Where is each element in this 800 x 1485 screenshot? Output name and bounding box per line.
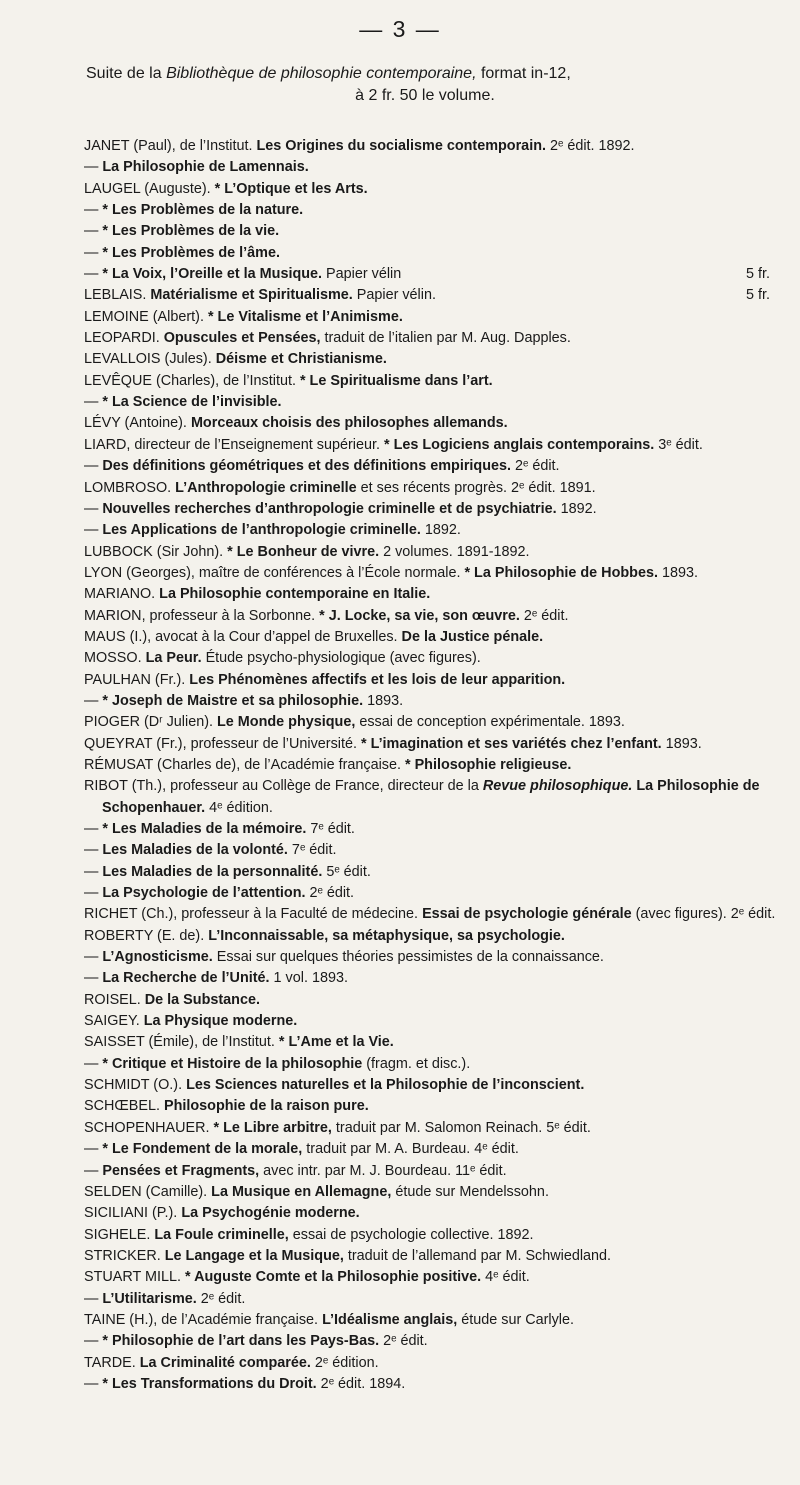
entry-title: * Le Vitalisme et l’Animisme. — [207, 308, 403, 325]
entry-title: De la Substance. — [144, 991, 260, 1008]
entry-title: L’Inconnaissable, sa métaphysique, sa psychologie. — [208, 927, 565, 944]
catalog-entry — [84, 520, 778, 541]
entry-author: — — [84, 821, 103, 837]
entry-author: — — [84, 970, 103, 987]
entry-title: La Philosophie de Schopenhauer. — [102, 778, 760, 816]
catalog-entry — [84, 883, 778, 904]
entry-title: La Criminalité comparée. — [139, 1354, 311, 1371]
catalog-entry — [84, 243, 778, 264]
entry-author: — — [84, 885, 103, 902]
entry-title: * Joseph de Maistre et sa philosophie. — [102, 692, 364, 709]
entry-title: * Les Transformations du Droit. — [102, 1375, 317, 1392]
entry-details: 1892. — [556, 500, 597, 517]
entry-title: Déisme et Christianisme. — [215, 351, 387, 368]
catalog-entry — [84, 904, 778, 925]
entry-author: JANET (Paul), de l’Institut. — [84, 138, 257, 154]
catalog-entry — [84, 563, 778, 584]
entry-title: * La Philosophie de Hobbes. — [464, 564, 658, 581]
entry-author: SIGHELE. — [84, 1226, 155, 1243]
entry-author: — — [84, 159, 103, 176]
catalog-entry — [84, 1139, 778, 1160]
catalog-entry — [84, 1267, 778, 1288]
entry-title: La Foule criminelle, — [154, 1226, 289, 1243]
catalog-entry — [84, 435, 778, 456]
catalog-entry — [84, 1225, 778, 1246]
catalog-entry — [84, 776, 778, 819]
catalog-entry — [84, 1054, 778, 1075]
entry-details: 7ᵉ édit. — [306, 821, 355, 837]
catalog-entry — [84, 307, 778, 328]
entry-author: — — [84, 1375, 103, 1392]
catalog-entry — [84, 136, 778, 157]
entry-author: LEBLAIS. — [84, 287, 151, 304]
catalog-entry — [84, 328, 778, 349]
entry-details: 1 vol. 1893. — [269, 970, 348, 987]
entry-author: LÉVY (Antoine). — [84, 415, 191, 432]
entry-author: — — [84, 394, 103, 411]
entry-title: Morceaux choisis des philosophes allemands. — [190, 415, 508, 432]
entry-title: La Philosophie de Lamennais. — [102, 159, 309, 176]
entry-title: * Auguste Comte et la Philosophie positive. — [185, 1269, 482, 1286]
entry-author: — — [84, 458, 103, 475]
entry-details: 2ᵉ édit. — [519, 607, 569, 624]
entry-price: 5 fr. — [746, 266, 770, 283]
catalog-entry — [84, 1331, 778, 1352]
entry-author: — — [84, 1055, 103, 1072]
entry-details: 2ᵉ édit. — [305, 885, 355, 902]
entry-title: * L’Ame et la Vie. — [278, 1034, 394, 1051]
entry-journal: Revue philosophique. — [482, 778, 633, 795]
entry-author: RICHET (Ch.), professeur à la Faculté de médecine. — [84, 906, 423, 923]
entry-author: QUEYRAT (Fr.), professeur de l’Université. — [84, 735, 361, 752]
entry-author: LOMBROSO. — [84, 479, 176, 496]
catalog-entry — [84, 606, 778, 627]
entry-title: Le Monde physique, — [217, 714, 356, 731]
catalog-entry — [84, 1161, 778, 1182]
entry-details: 2ᵉ édit. 1892. — [545, 138, 635, 154]
entry-title: La Philosophie contemporaine en Italie. — [159, 586, 431, 603]
entry-details: (fragm. et disc.). — [362, 1055, 471, 1072]
entry-details: 2ᵉ édit. — [379, 1333, 428, 1350]
entry-details: traduit de l’allemand par M. Schwiedland. — [343, 1247, 612, 1264]
entry-title: Philosophie de la raison pure. — [163, 1098, 369, 1115]
entry-price: 5 fr. — [746, 287, 770, 304]
entry-title: L’Utilitarisme. — [102, 1290, 197, 1307]
entry-author: — — [84, 1141, 103, 1158]
entry-details: 2ᵉ édit. 1894. — [316, 1375, 406, 1392]
entry-title: Les Phénomènes affectifs et les lois de leur apparition. — [189, 671, 566, 688]
entry-author: LEOPARDI. — [84, 330, 164, 347]
catalog-entry — [84, 1353, 778, 1374]
catalog-entry — [84, 542, 778, 563]
entry-author: — — [84, 1162, 103, 1179]
entry-author: — — [84, 842, 103, 859]
catalog-entry — [84, 221, 778, 242]
entry-details: 2ᵉ édit. — [196, 1290, 246, 1307]
entry-details: 7ᵉ édit. — [287, 842, 337, 859]
catalog-entry — [84, 926, 778, 947]
entry-author: TAINE (H.), de l’Académie française. — [84, 1311, 323, 1328]
entry-author: STRICKER. — [84, 1247, 165, 1264]
entry-title: * Les Problèmes de la nature. — [102, 202, 304, 219]
catalog-entry — [84, 1182, 778, 1203]
entry-title: * La Voix, l’Oreille et la Musique. — [102, 266, 323, 283]
entry-author: LEVALLOIS (Jules). — [84, 351, 216, 368]
catalog-entry — [84, 499, 778, 520]
catalog-entry — [84, 1203, 778, 1224]
entry-details: 2 volumes. 1891-1892. — [379, 543, 530, 560]
entry-details: traduit par M. A. Burdeau. 4ᵉ édit. — [302, 1141, 519, 1158]
catalog-entry — [84, 584, 778, 605]
entry-title: Les Maladies de la volonté. — [102, 842, 288, 859]
catalog-entry — [84, 157, 778, 178]
entry-author: — — [84, 1333, 103, 1350]
entry-details: Papier vélin — [322, 266, 402, 283]
entry-title: * Le Fondement de la morale, — [102, 1141, 303, 1158]
entry-details: 2ᵉ édit. — [511, 458, 560, 475]
catalog-entry — [84, 371, 778, 392]
catalog-entry — [84, 627, 778, 648]
entry-author: RIBOT (Th.), professeur au Collège de France, directeur de la — [84, 778, 483, 795]
entry-title: * Le Spiritualisme dans l’art. — [299, 372, 493, 389]
entry-details: traduit par M. Salomon Reinach. 5ᵉ édit. — [331, 1119, 591, 1136]
entry-author: SAIGEY. — [84, 1013, 144, 1030]
entry-title: * Les Maladies de la mémoire. — [102, 821, 307, 837]
catalog-entry — [84, 1096, 778, 1117]
catalog-entry — [84, 819, 778, 840]
entry-author: — — [84, 863, 103, 880]
entry-title: Les Applications de l’anthropologie criminelle. — [102, 522, 421, 539]
entry-author: — — [84, 949, 103, 966]
entry-author: — — [84, 266, 103, 283]
catalog-entry — [84, 670, 778, 691]
catalog-entry — [84, 1118, 778, 1139]
header-line-1 — [80, 64, 770, 84]
entry-author: LYON (Georges), maître de conférences à l’École normale. — [84, 564, 465, 581]
catalog-entry — [84, 1075, 778, 1096]
entry-details: 4ᵉ édit. — [481, 1269, 530, 1286]
entry-title: Les Origines du socialisme contemporain. — [256, 138, 546, 154]
entry-details: 1893. — [363, 692, 404, 709]
entry-title: Matérialisme et Spiritualisme. — [150, 287, 353, 304]
entry-title: L’Anthropologie criminelle — [175, 479, 357, 496]
catalog-entry — [84, 1246, 778, 1267]
catalog-entry — [84, 648, 778, 669]
entry-title: L’Idéalisme anglais, — [322, 1311, 458, 1328]
entry-author: — — [84, 244, 103, 261]
entry-author: MOSSO. — [84, 650, 146, 667]
entry-title: La Recherche de l’Unité. — [102, 970, 270, 987]
entry-title: La Physique moderne. — [143, 1013, 298, 1030]
entry-author: — — [84, 522, 103, 539]
entry-title: Des définitions géométriques et des définitions empiriques. — [102, 458, 511, 475]
catalog-entry — [84, 1289, 778, 1310]
entry-author: MARIANO. — [84, 586, 160, 603]
entry-title: Les Maladies de la personnalité. — [102, 863, 323, 880]
entry-author: LIARD, directeur de l’Enseignement supérieur. — [84, 436, 384, 453]
entry-title: L’Agnosticisme. — [102, 949, 213, 966]
entry-details: 1893. — [661, 735, 702, 752]
entry-title: * Les Problèmes de la vie. — [102, 223, 280, 240]
catalog-entry — [84, 755, 778, 776]
entry-details: étude sur Mendelssohn. — [391, 1183, 549, 1200]
header-prefix: Suite de la — [86, 65, 167, 82]
catalog-entry — [84, 1310, 778, 1331]
entry-author: ROBERTY (E. de). — [84, 927, 209, 944]
page-number: — 3 — — [359, 16, 441, 42]
catalog-entry — [84, 862, 778, 883]
entry-details: 1892. — [420, 522, 461, 539]
entry-author: SCHOPENHAUER. — [84, 1119, 214, 1136]
entry-details: 5ᵉ édit. — [322, 863, 371, 880]
entry-details: Papier vélin. — [352, 287, 436, 304]
header-series-title: Bibliothèque de philosophie contemporaine, — [166, 65, 477, 82]
entry-title: De la Justice pénale. — [401, 628, 544, 645]
catalog-entry — [84, 990, 778, 1011]
entry-details: et ses récents progrès. 2ᵉ édit. 1891. — [356, 479, 596, 496]
entry-author: MARION, professeur à la Sorbonne. — [84, 607, 320, 624]
entry-title: * J. Locke, sa vie, son œuvre. — [319, 607, 520, 624]
entry-author: LEMOINE (Albert). — [84, 308, 208, 325]
catalog-entry — [84, 840, 778, 861]
entry-title: * Le Libre arbitre, — [213, 1119, 332, 1136]
catalog-list — [84, 136, 778, 1395]
entry-details: essai de conception expérimentale. 1893. — [355, 714, 625, 731]
catalog-entry — [84, 179, 778, 200]
entry-details: avec intr. par M. J. Bourdeau. 11ᵉ édit. — [259, 1162, 507, 1179]
entry-title: * L’imagination et ses variétés chez l’enfant. — [360, 735, 662, 752]
entry-title: * Philosophie de l’art dans les Pays-Bas. — [102, 1333, 380, 1350]
catalog-entry — [84, 200, 778, 221]
entry-author: LUBBOCK (Sir John). — [84, 543, 228, 560]
entry-details: 4ᵉ édition. — [205, 799, 273, 816]
entry-details: 3ᵉ édit. — [654, 436, 703, 453]
catalog-entry — [84, 349, 778, 370]
entry-details: 1893. — [657, 564, 698, 581]
entry-author: — — [84, 202, 103, 219]
entry-author: SELDEN (Camille). — [84, 1183, 212, 1200]
entry-details: Essai sur quelques théories pessimistes de la connaissance. — [212, 949, 604, 966]
entry-author: — — [84, 1290, 103, 1307]
catalog-entry — [84, 285, 778, 306]
entry-title: Opuscules et Pensées, — [163, 330, 321, 347]
entry-author: STUART MILL. — [84, 1269, 186, 1286]
catalog-entry — [84, 392, 778, 413]
entry-details: étude sur Carlyle. — [457, 1311, 575, 1328]
entry-details: Étude psycho-physiologique (avec figures). — [201, 650, 481, 667]
entry-title: Pensées et Fragments, — [102, 1162, 260, 1179]
entry-author: RÉMUSAT (Charles de), de l’Académie française. — [84, 756, 405, 773]
entry-author: — — [84, 223, 103, 240]
entry-author: SCHMIDT (O.). — [84, 1077, 187, 1094]
entry-title: La Peur. — [145, 650, 202, 667]
entry-author: SAISSET (Émile), de l’Institut. — [84, 1034, 279, 1051]
entry-title: * Philosophie religieuse. — [404, 756, 572, 773]
catalog-entry — [84, 968, 778, 989]
entry-details: 2ᵉ édition. — [310, 1354, 379, 1371]
entry-author: — — [84, 692, 103, 709]
entry-author: LAUGEL (Auguste). — [84, 180, 215, 197]
series-header — [80, 64, 770, 106]
entry-title: La Psychologie de l’attention. — [102, 885, 306, 902]
entry-author: SICILIANI (P.). — [84, 1205, 182, 1222]
entry-details: essai de psychologie collective. 1892. — [288, 1226, 534, 1243]
entry-author: LEVÊQUE (Charles), de l’Institut. — [84, 372, 300, 389]
entry-author: ROISEL. — [84, 991, 145, 1008]
header-suffix: format in-12, — [476, 65, 571, 82]
entry-title: Nouvelles recherches d’anthropologie criminelle et de psychiatrie. — [102, 500, 557, 517]
entry-title: * L’Optique et les Arts. — [214, 180, 368, 197]
catalog-entry — [84, 264, 778, 285]
catalog-entry — [84, 712, 778, 733]
catalog-entry — [84, 947, 778, 968]
entry-author: MAUS (I.), avocat à la Cour d’appel de Bruxelles. — [84, 628, 402, 645]
catalog-entry — [84, 691, 778, 712]
entry-title: La Psychogénie moderne. — [181, 1205, 360, 1222]
entry-author: TARDE. — [84, 1354, 140, 1371]
entry-title: * Les Problèmes de l’âme. — [102, 244, 280, 261]
entry-title: Les Sciences naturelles et la Philosophie de l’inconscient. — [186, 1077, 585, 1094]
entry-details: traduit de l’italien par M. Aug. Dapples. — [320, 330, 571, 347]
entry-details: (avec figures). 2ᵉ édit. — [631, 906, 776, 923]
catalog-entry — [84, 734, 778, 755]
catalog-entry — [84, 1032, 778, 1053]
entry-title: Essai de psychologie générale — [422, 906, 632, 923]
catalog-entry — [84, 1374, 778, 1395]
entry-author: PAULHAN (Fr.). — [84, 671, 190, 688]
entry-title: * Les Logiciens anglais contemporains. — [383, 436, 655, 453]
entry-title: * La Science de l’invisible. — [102, 394, 282, 411]
catalog-entry — [84, 478, 778, 499]
catalog-entry — [84, 1011, 778, 1032]
entry-author: PIOGER (Dʳ Julien). — [84, 714, 217, 731]
entry-author: — — [84, 500, 103, 517]
catalog-entry — [84, 413, 778, 434]
entry-title: La Musique en Allemagne, — [211, 1183, 392, 1200]
entry-title: Le Langage et la Musique, — [164, 1247, 344, 1264]
catalog-entry — [84, 456, 778, 477]
entry-author: SCHŒBEL. — [84, 1098, 164, 1115]
header-line-2: à 2 fr. 50 le volume. — [355, 87, 495, 104]
entry-title: * Critique et Histoire de la philosophie — [102, 1055, 363, 1072]
entry-title: * Le Bonheur de vivre. — [227, 543, 380, 560]
